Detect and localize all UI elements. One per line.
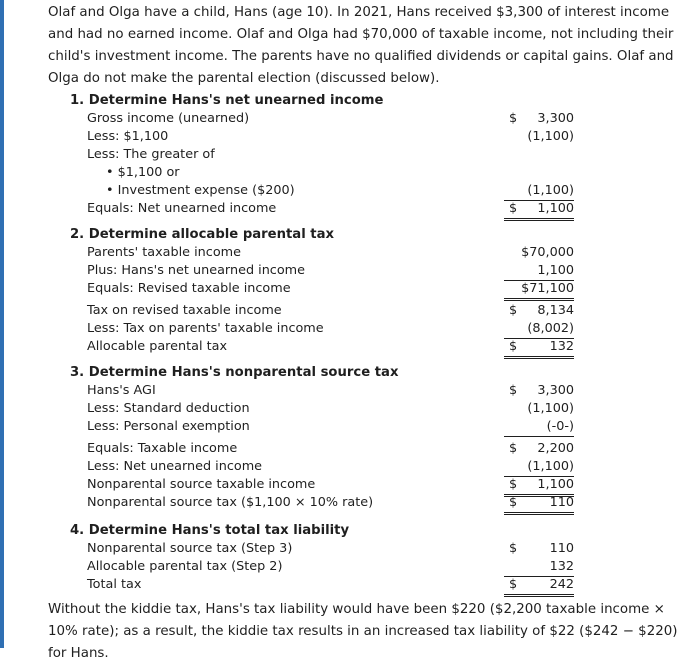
row-label: Equals: Net unearned income	[87, 201, 277, 216]
table-row	[70, 320, 590, 338]
table-row	[70, 146, 590, 164]
step-1-title: 1. Determine Hans's net unearned income	[70, 93, 384, 108]
table-row	[70, 418, 590, 436]
table-row	[70, 244, 590, 262]
row-amount: (1,100)	[504, 458, 574, 477]
row-amount: (1,100)	[527, 129, 574, 144]
table-row	[70, 400, 590, 418]
step-2-title: 2. Determine allocable parental tax	[70, 227, 335, 242]
row-label: Tax on revised taxable income	[87, 303, 282, 318]
row-label: Plus: Hans's net unearned income	[87, 263, 306, 278]
row-amount: $ 3,300	[509, 111, 574, 126]
row-label: Nonparental source taxable income	[87, 477, 316, 492]
row-label: Nonparental source tax (Step 3)	[87, 541, 293, 556]
row-label: Less: Tax on parents' taxable income	[87, 321, 324, 336]
row-amount: (1,100)	[527, 401, 574, 416]
row-amount: (-0-)	[504, 418, 574, 437]
step-3-section	[70, 364, 590, 512]
table-row	[70, 200, 590, 218]
table-row	[70, 494, 590, 512]
row-amount: $71,100	[504, 280, 574, 301]
row-label: Less: Net unearned income	[87, 459, 263, 474]
row-label: Less: Standard deduction	[87, 401, 250, 416]
table-row	[70, 164, 590, 182]
table-row	[70, 382, 590, 400]
table-row	[70, 558, 590, 576]
table-row	[70, 440, 590, 458]
step-3-title: 3. Determine Hans's nonparental source tax	[70, 365, 399, 380]
row-amount: $ 242	[504, 576, 574, 597]
row-label: Gross income (unearned)	[87, 111, 250, 126]
row-amount: 132	[504, 558, 574, 577]
row-amount: $ 2,200	[509, 441, 574, 456]
row-amount: $ 1,100	[504, 476, 574, 497]
table-row	[70, 262, 590, 280]
row-label: Equals: Revised taxable income	[87, 281, 291, 296]
row-label: Nonparental source tax ($1,100 × 10% rate)	[87, 495, 374, 510]
table-row	[70, 476, 590, 494]
step-4-section	[70, 522, 590, 594]
row-amount: $ 110	[504, 494, 574, 515]
table-row	[70, 182, 590, 200]
conclusion-paragraph: Without the kiddie tax, Hans's tax liability would have been $220 ($2,200 taxable income × 10% rate); as a result, the kiddie tax results in an increased tax liability of $22 ($242 − $220) for Hans.	[48, 602, 678, 661]
table-row	[70, 280, 590, 298]
table-row	[70, 540, 590, 558]
row-label: • $1,100 or	[106, 165, 180, 180]
row-amount: (8,002)	[504, 320, 574, 339]
row-label: • Investment expense ($200)	[106, 183, 295, 198]
row-amount: $ 132	[504, 338, 574, 359]
row-amount: 1,100	[504, 262, 574, 281]
table-row	[70, 302, 590, 320]
row-label: Allocable parental tax	[87, 339, 228, 354]
row-amount: $ 110	[509, 541, 574, 556]
problem-statement: Olaf and Olga have a child, Hans (age 10). In 2021, Hans received $3,300 of interest income and had no earned income. Olaf and Olga had $70,000 of taxable income, not including their child's investment income. The parents have no qualified dividends or capital gains. Olaf and Olga do not make the parental election (discussed below).	[48, 5, 674, 86]
row-amount: $ 1,100	[504, 200, 574, 221]
step-2-section	[70, 226, 590, 356]
row-amount: $ 8,134	[509, 303, 574, 318]
step-1-section	[70, 92, 590, 218]
row-label: Less: $1,100	[87, 129, 169, 144]
step-4-title: 4. Determine Hans's total tax liability	[70, 523, 350, 538]
row-label: Less: Personal exemption	[87, 419, 250, 434]
table-row	[70, 128, 590, 146]
table-row	[70, 576, 590, 594]
row-label: Parents' taxable income	[87, 245, 241, 260]
row-label: Total tax	[87, 577, 142, 592]
table-row	[70, 110, 590, 128]
row-label: Less: The greater of	[87, 147, 215, 162]
row-label: Allocable parental tax (Step 2)	[87, 559, 283, 574]
table-row	[70, 338, 590, 356]
row-amount: $ 3,300	[509, 383, 574, 398]
row-amount: $70,000	[521, 245, 574, 260]
row-label: Equals: Taxable income	[87, 441, 238, 456]
row-amount: (1,100)	[504, 182, 574, 201]
left-accent-bar	[0, 0, 4, 648]
table-row	[70, 458, 590, 476]
row-label: Hans's AGI	[87, 383, 156, 398]
